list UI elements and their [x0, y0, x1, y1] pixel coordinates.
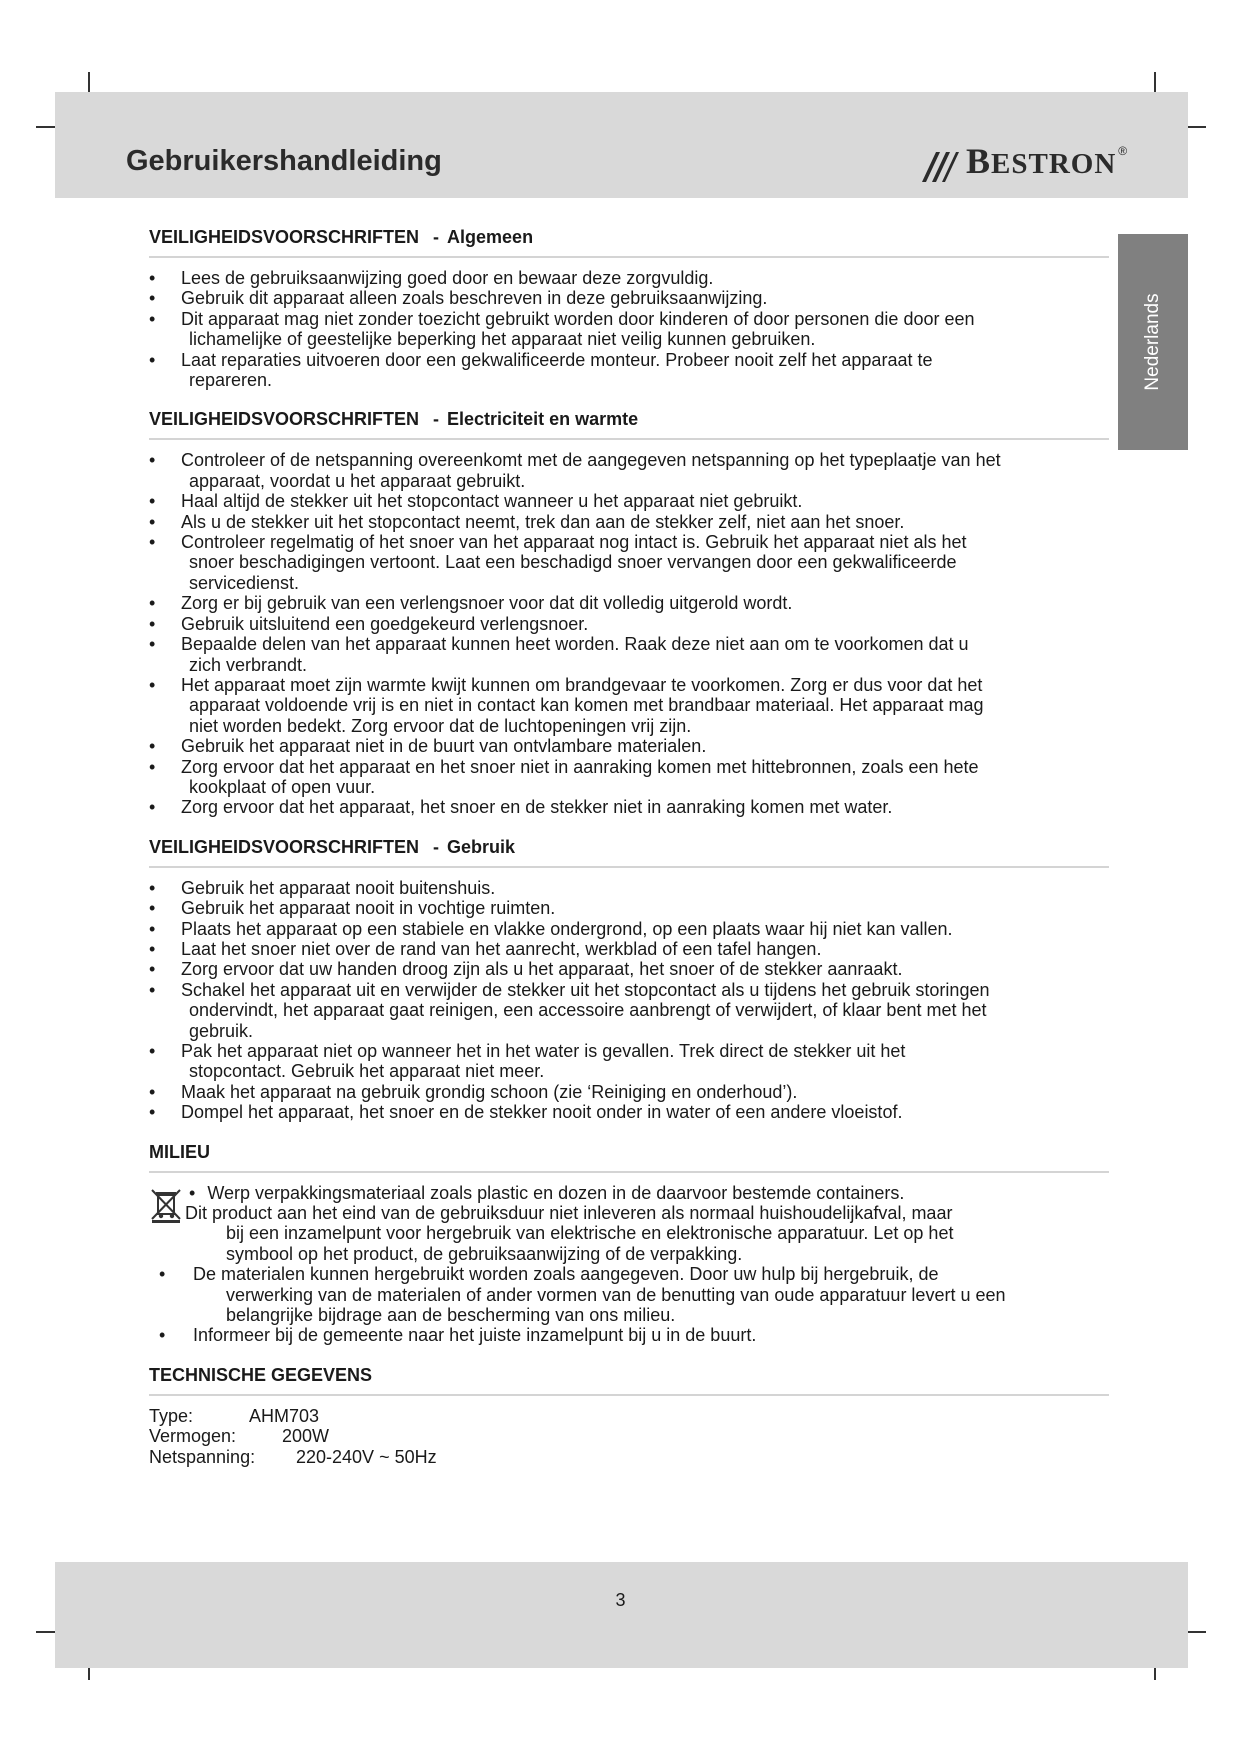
tech-specs — [149, 1406, 1109, 1467]
footer-band — [55, 1562, 1188, 1668]
list-item: • Gebruik het apparaat nooit buitenshuis. — [149, 878, 1109, 898]
list-item: • Zorg ervoor dat uw handen droog zijn als u het apparaat, het snoer of de stekker aanraakt. — [149, 959, 1109, 979]
language-tab-label: Nederlands — [1142, 293, 1163, 391]
registered-mark: ® — [1118, 144, 1128, 158]
milieu-second-cont2: symbool op het product, de gebruiksaanwijzing of de verpakking. — [226, 1243, 743, 1264]
spec-row-vermogen: Vermogen: 200W — [149, 1426, 330, 1447]
list-item: • Dit apparaat mag niet zonder toezicht gebruikt worden door kinderen of door personen die door een lichamelijke of geestelijke beperking het apparaat niet veilig kunnen gebruiken. — [149, 309, 1109, 350]
list-item: • Laat het snoer niet over de rand van het aanrecht, werkblad of een tafel hangen. — [149, 939, 1109, 959]
list-item: • Lees de gebruiksaanwijzing goed door en bewaar deze zorgvuldig. — [149, 268, 1109, 288]
list-item: • Gebruik uitsluitend een goedgekeurd verlengsnoer. — [149, 614, 1109, 634]
brand-name: BESTRON — [966, 141, 1117, 181]
list-item: • Pak het apparaat niet op wanneer het in het water is gevallen. Trek direct de stekker uit het stopcontact. Gebruik het apparaat niet meer. — [149, 1041, 1109, 1082]
list-electriciteit — [149, 450, 1109, 817]
list-item: • Bepaalde delen van het apparaat kunnen heet worden. Raak deze niet aan om te voorkomen dat u zich verbrandt. — [149, 634, 1109, 675]
list-item: • Maak het apparaat na gebruik grondig schoon (zie ‘Reiniging en onderhoud’). — [149, 1082, 1109, 1102]
list-item: • Controleer regelmatig of het snoer van het apparaat nog intact is. Gebruik het apparaat niet als het snoer beschadigingen vertoont. Laat een beschadigd snoer vervangen door een gekwalificeerde servicedienst. — [149, 532, 1109, 593]
list-item: • Gebruik dit apparaat alleen zoals beschreven in deze gebruiksaanwijzing. — [149, 288, 1109, 308]
milieu-second-cont: bij een inzamelpunt voor hergebruik van elektrische en elektronische apparatuur. Let op het — [226, 1223, 954, 1244]
section-title-algemeen: VEILIGHEIDSVOORSCHRIFTEN - Algemeen — [149, 224, 1109, 258]
list-item: • Schakel het apparaat uit en verwijder de stekker uit het stopcontact als u tijdens het gebruik storingen ondervindt, het apparaat gaat reinigen, een accessoire aanbrengt of verwijdert, of klaar bent met het gebruik. — [149, 980, 1109, 1041]
brand-logo — [920, 140, 1127, 188]
list-item: • Zorg er bij gebruik van een verlengsnoer voor dat dit volledig uitgerold wordt. — [149, 593, 1109, 613]
list-item: • Informeer bij de gemeente naar het juiste inzamelpunt bij u in de buurt. — [159, 1325, 1109, 1345]
list-item: • Plaats het apparaat op een stabiele en vlakke ondergrond, op een plaats waar hij niet kan vallen. — [149, 919, 1109, 939]
milieu-first-line: • Werp verpakkingsmateriaal zoals plastic en dozen in de daarvoor bestemde containers. — [149, 1183, 1109, 1203]
list-item: • Controleer of de netspanning overeenkomt met de aangegeven netspanning op het typeplaatje van het apparaat, voordat u het apparaat gebruikt. — [149, 450, 1109, 491]
list-item: • Gebruik het apparaat niet in de buurt van ontvlambare materialen. — [149, 736, 1109, 756]
list-item: • Zorg ervoor dat het apparaat, het snoer en de stekker niet in aanraking komen met water. — [149, 797, 1109, 817]
section-title-milieu: MILIEU — [149, 1139, 1109, 1173]
milieu-block — [149, 1183, 1109, 1346]
crossed-out-wheelie-bin-icon — [149, 1187, 185, 1223]
section-title-technisch: TECHNISCHE GEGEVENS — [149, 1362, 1109, 1396]
list-item: • Laat reparaties uitvoeren door een gekwalificeerde monteur. Probeer nooit zelf het apparaat te repareren. — [149, 350, 1109, 391]
page-number: 3 — [615, 1590, 626, 1610]
list-item: • Haal altijd de stekker uit het stopcontact wanneer u het apparaat niet gebruikt. — [149, 491, 1109, 511]
page-title: Gebruikershandleiding — [126, 145, 442, 177]
list-algemeen — [149, 268, 1109, 390]
list-item: • De materialen kunnen hergebruikt worden zoals aangegeven. Door uw hulp bij hergebruik, de verwerking van de materialen of ander vormen van de benutting van oude apparatuur levert u een belangrijke bijdrage aan de bescherming van ons milieu. — [159, 1264, 1109, 1325]
list-milieu — [149, 1264, 1109, 1346]
milieu-second-line: Dit product aan het eind van de gebruiksduur niet inleveren als normaal huishoudelijkafval, maar — [185, 1203, 953, 1224]
list-item: • Zorg ervoor dat het apparaat en het snoer niet in aanraking komen met hittebronnen, zoals een hete kookplaat of open vuur. — [149, 757, 1109, 798]
section-title-gebruik: VEILIGHEIDSVOORSCHRIFTEN - Gebruik — [149, 834, 1109, 868]
list-item: • Het apparaat moet zijn warmte kwijt kunnen om brandgevaar te voorkomen. Zorg er dus voor dat het apparaat voldoende vrij is en niet in contact kan komen met brandbaar materiaal. Het apparaat mag niet worden bedekt. Zorg ervoor dat de luchtopeningen vrij zijn. — [149, 675, 1109, 736]
section-title-electriciteit: VEILIGHEIDSVOORSCHRIFTEN - Electriciteit en warmte — [149, 406, 1109, 440]
list-item: • Dompel het apparaat, het snoer en de stekker nooit onder in water of een andere vloeistof. — [149, 1102, 1109, 1122]
spec-row-type: Type: AHM703 — [149, 1405, 320, 1426]
language-tab — [1118, 234, 1188, 450]
list-item: • Gebruik het apparaat nooit in vochtige ruimten. — [149, 898, 1109, 918]
list-gebruik — [149, 878, 1109, 1123]
list-item: • Als u de stekker uit het stopcontact neemt, trek dan aan de stekker zelf, niet aan het snoer. — [149, 512, 1109, 532]
bestron-chevrons-icon — [920, 146, 960, 186]
spec-row-netspanning: Netspanning: 220-240V ~ 50Hz — [149, 1446, 437, 1467]
document-body — [149, 224, 1109, 1467]
